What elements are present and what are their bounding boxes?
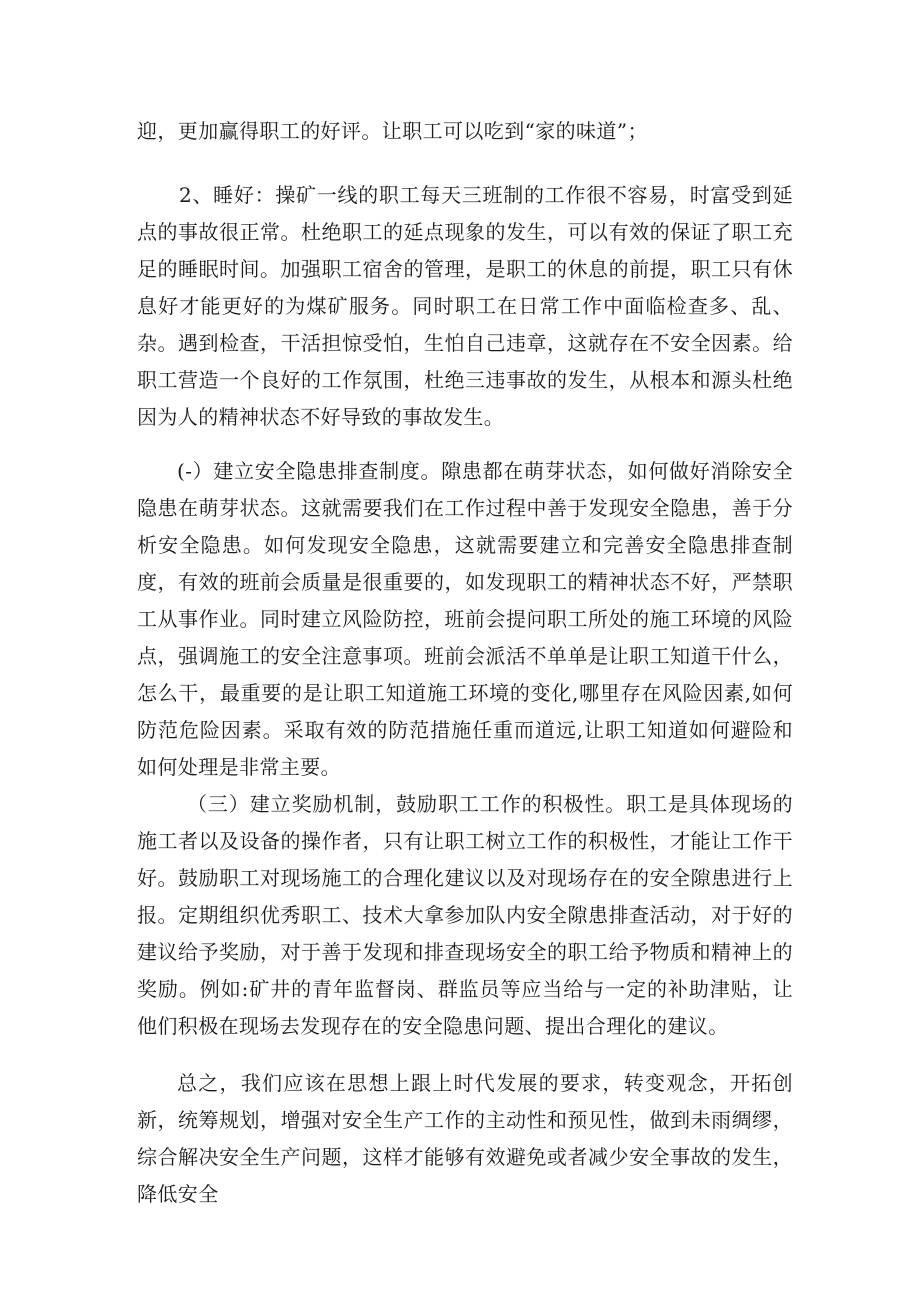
paragraph-conclusion: 总之，我们应该在思想上跟上时代发展的要求，转变观念，开拓创新，统筹规划，增强对安全生产工作的主动性和预见性，做到未雨绸缪，综合解决安全生产问题，这样才能够有效避免或者减少安全事故的发生，降低安全 (137, 1071, 793, 1206)
paragraph-hazard-inspection: (-）建立安全隐患排查制度。隙患都在萌芽状态，如何做好消除安全隐患在萌芽状态。这就需要我们在工作过程中善于发现安全隐患，善于分析安全隐患。如何发现安全隐患，这就需要建立和完善安全隐患排查制度，有效的班前会质量是很重要的，如发现职工的精神状态不好，严禁职工从事作业。同时建立风险防控，班前会提问职工所处的施工环境的风险点，强调施工的安全注意事项。班前会派活不单单是让职工知道干什么，怎么干，最重要的是让职工知道施工环境的变化,哪里存在风险因素,如何防范危险因素。采取有效的防范措施任重而道远,让职工知道如何避险和如何处理是非常主要。 (137, 459, 793, 779)
paragraph-reward-mechanism: （三）建立奖励机制，鼓励职工工作的积极性。职工是具体现场的施工者以及设备的操作者，只有让职工树立工作的积极性，才能让工作干好。鼓励职工对现场施工的合理化建议以及对现场存在的安全隙患进行上报。定期组织优秀职工、技术大拿参加队内安全隙患排查活动，对于好的建议给予奖励，对于善于发现和排查现场安全的职工给予物质和精神上的奖励。例如:矿井的青年监督岗、群监员等应当给与一定的补助津贴，让他们积极在现场去发现存在的安全隐患问题、提出合理化的建议。 (137, 792, 793, 1038)
paragraph-sleep-well: 2、睡好：操矿一线的职工每天三班制的工作很不容易，时富受到延点的事故很正常。杜绝职工的延点现象的发生，可以有效的保证了职工充足的睡眠时间。加强职工宿舍的管理，是职工的休息的前提，职工只有休息好才能更好的为煤矿服务。同时职工在日常工作中面临检查多、乱、杂。遇到检查，干活担惊受怕，生怕自己违章，这就存在不安全因素。给职工营造一个良好的工作氛围，杜绝三违事故的发生，从根本和源头杜绝因为人的精神状态不好导致的事故发生。 (137, 183, 793, 429)
paragraph-intro-fragment: 迎，更加赢得职工的好评。让职工可以吃到“家的味道”； (137, 119, 648, 143)
